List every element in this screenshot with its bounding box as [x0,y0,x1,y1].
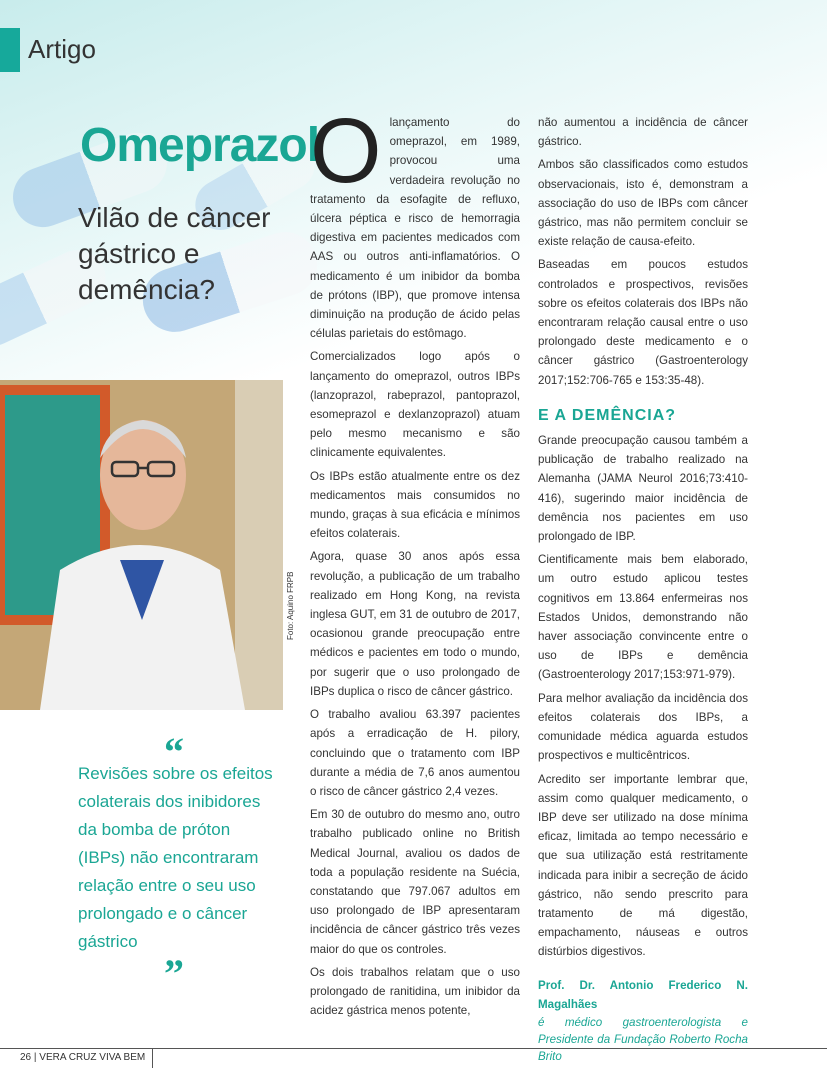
paragraph: Em 30 de outubro do mesmo ano, outro trabalho publicado online no British Medical Journal, avaliou os dados de toda a população residente na Suécia, constatando que 797.067 adultos em uso prolongado de IBP apresentaram incidência de câncer gástrico três vezes maior do que os controles. [310,808,520,956]
drop-cap: O [310,100,382,202]
paragraph: Cientificamente mais bem elaborado, um outro estudo aplicou testes cognitivos em 13.864 enfermeiras nos Estados Unidos, demonstrando não haver associação convincente entre o uso de IBPs e demência (Gastroenterology 2017;153:971-979). [538,553,748,682]
author-photo [0,380,283,710]
paragraph: Baseadas em poucos estudos controlados e prospectivos, revisões sobre os efeitos colaterais dos IBPs não encontraram relação causal entre o uso prolongado deste medicamento e o câncer gástrico (Gastroenterology 2017;152:706-765 e 153:35-48). [538,258,748,387]
section-marker [0,28,20,72]
article-subtitle: Vilão de câncer gástrico e demência? [78,202,271,305]
quote-close-icon: ” [164,951,184,996]
paragraph: Os IBPs estão atualmente entre os dez medicamentos mais consumidos no mundo, graças à sua eficácia e mínimos efeitos colaterais. [310,469,520,541]
article-title: Omeprazol [80,119,320,172]
paragraph: Para melhor avaliação da incidência dos efeitos colaterais dos IBPs, a comunidade médica aguarda estudos prospectivos e multicêntricos. [538,691,748,763]
footer-separator [152,1048,153,1068]
paragraph: O trabalho avaliou 63.397 pacientes após a erradicação de H. pilory, concluindo que o tratamento com IBP durante a média de 7,6 anos aumentou o risco de câncer gástrico 2,4 vezes. [310,708,520,798]
author-description: é médico gastroenterologista e Presidente da Fundação Roberto Rocha Brito [538,1015,748,1063]
paragraph: Agora, quase 30 anos após essa revolução, a publicação de um trabalho realizado em Hong Kong, na revista inglesa GUT, em 31 de outubro de 2017, ocasionou grande preocupação entre médicos e pacientes em todo o mundo, por sugerir que o uso prolongado de IBPs duplica o risco de câncer gástrico. [310,550,520,698]
article-column-1 [310,100,520,1024]
paragraph: Ambos são classificados como estudos observacionais, isto é, demonstram a associação do uso de IBPs com câncer gástrico, mas não permitem concluir se existe relação de causa-efeito. [538,158,748,249]
paragraph: Acredito ser importante lembrar que, assim como qualquer medicamento, o IBP deve ser utilizado na dose mínima eficaz, limitada ao tempo necessário e que sua utilização está restritamente indicada para inibir a secreção de ácido gástrico, não sendo prescrito para tratamento de má digestão, empachamento, náuseas e outros distúrbios digestivos. [538,772,748,959]
section-heading: E A DEMÊNCIA? [538,406,677,424]
paragraph: Comercializados logo após o lançamento do omeprazol, outros IBPs (lanzoprazol, rabeprazol, pantoprazol, esomeprazol e dexlanzoprazol) atuam pelo mesmo mecanismo e são clinicamente equivalentes. [310,350,520,460]
author-portrait [0,380,283,710]
paragraph: Grande preocupação causou também a publicação de trabalho realizado na Alemanha (JAMA Neurol 2016;73:410-416), sugerindo maior incidência de demência nos pacientes em uso prolongado de IBP. [538,434,748,544]
section-label: Artigo [28,34,96,64]
quote-open-icon: “ [164,729,184,774]
footer-divider [0,1048,827,1049]
paragraph: Os dois trabalhos relatam que o uso prolongado de ranitidina, um inibidor da acidez gástrica menos potente, [310,965,520,1018]
author-name: Prof. Dr. Antonio Frederico N. Magalhães [538,978,748,1011]
article-column-2 [538,113,748,1065]
page-footer: 26 | VERA CRUZ VIVA BEM [20,1052,146,1063]
paragraph: Olançamento do omeprazol, em 1989, provocou uma verdadeira revolução no tratamento da esofagite de refluxo, úlcera péptica e risco de hemorragia digestiva em pacientes medicados com AAS ou outros anti-inflamatórios. O medicamento é um inibidor da bomba de prótons (IBP), que promove intensa diminuição na produção de ácido pelas células parietais do estômago. [310,100,520,341]
photo-credit: Foto: Aquino FRPB [286,571,295,640]
paragraph: não aumentou a incidência de câncer gástrico. [538,116,748,149]
pull-quote: Revisões sobre os efeitos colaterais dos inibidores da bomba de próton (IBPs) não encontraram relação entre o seu uso prolongado e o câncer gástrico [78,764,273,951]
